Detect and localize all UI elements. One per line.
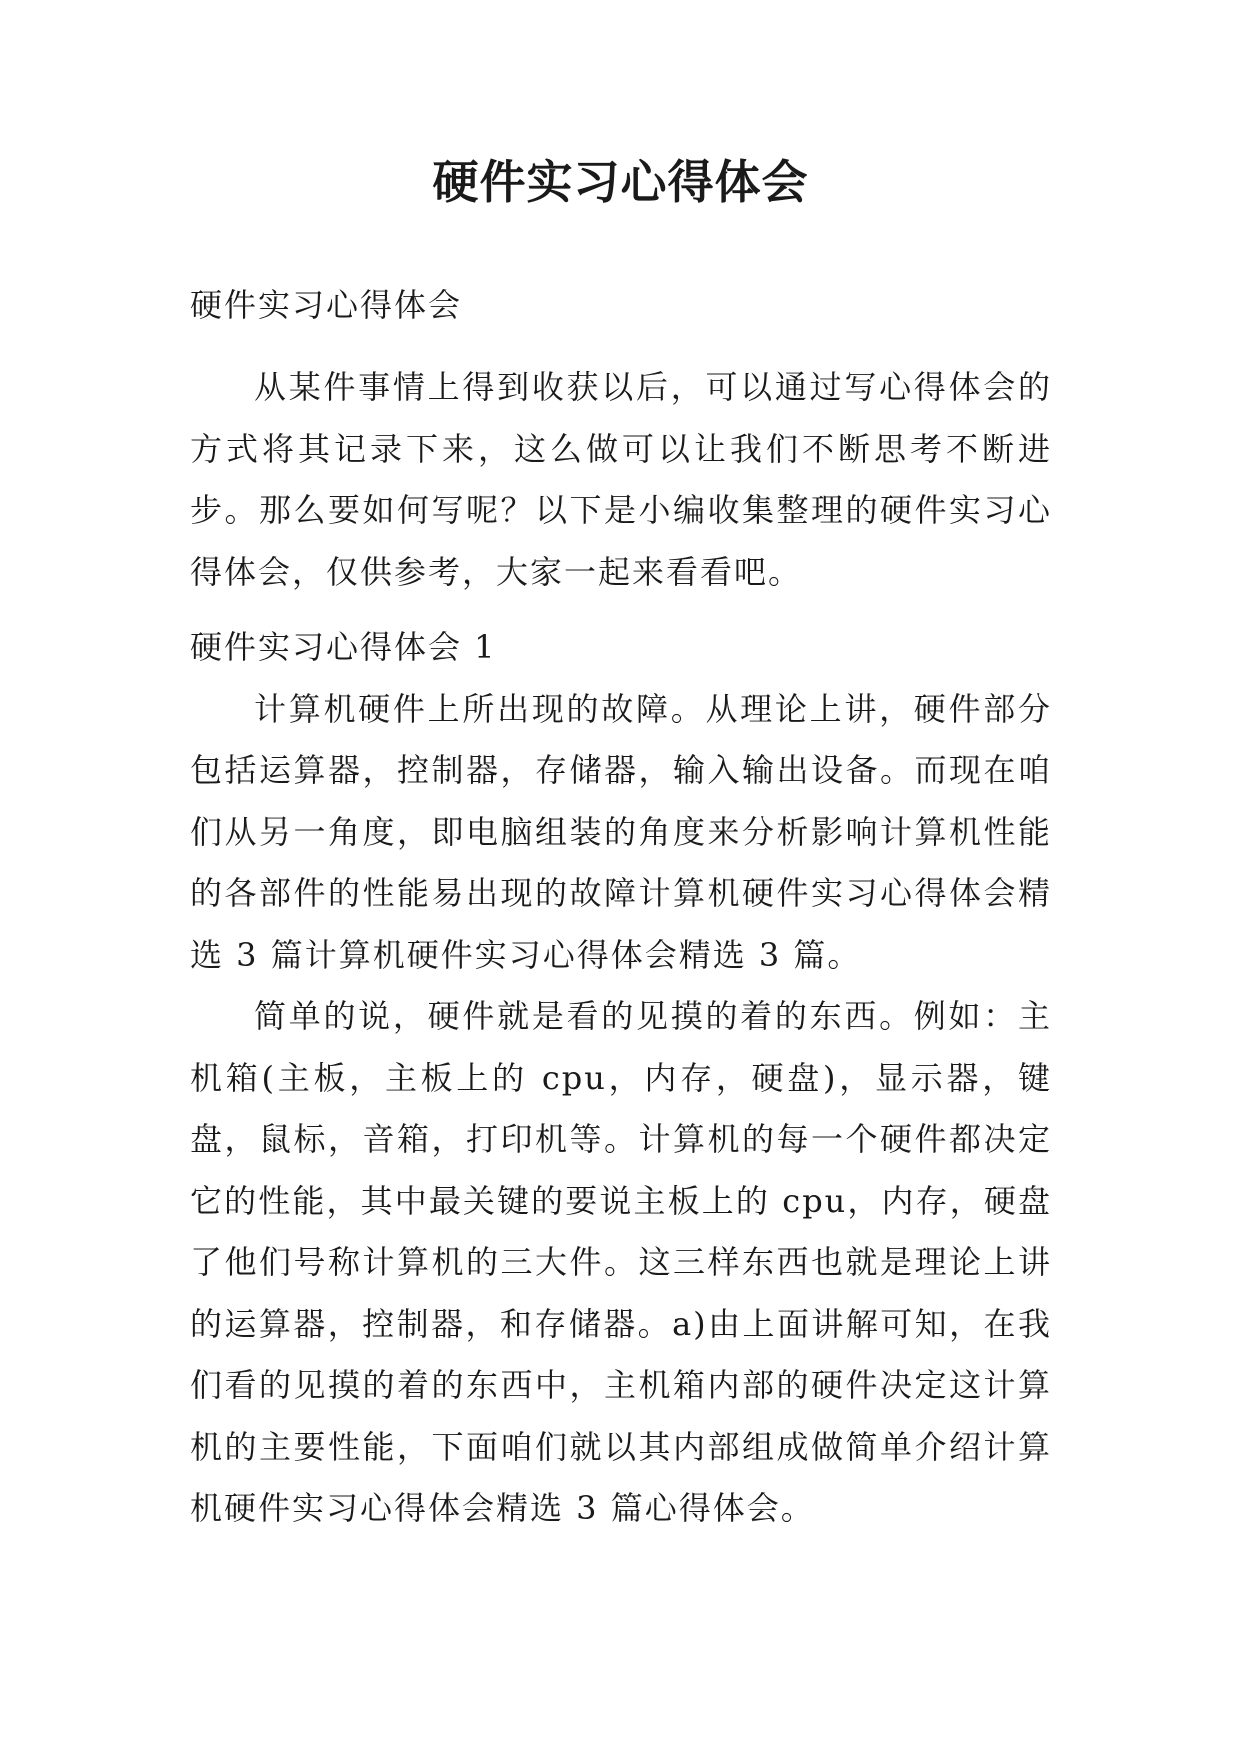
section-1-heading: 硬件实习心得体会 1 xyxy=(190,628,497,666)
intro-block xyxy=(190,357,1052,603)
section-1 xyxy=(190,617,1052,1540)
section-1-paragraph-1: 计算机硬件上所出现的故障。从理论上讲，硬件部分包括运算器，控制器，存储器，输入输出设备。而现在咱们从另一角度，即电脑组装的角度来分析影响计算机性能的各部件的性能易出现的故障计算机硬件实习心得体会精选 3 篇计算机硬件实习心得体会精选 3 篇。 xyxy=(190,689,1052,974)
document-subtitle: 硬件实习心得体会 xyxy=(190,286,463,324)
document-title: 硬件实习心得体会 xyxy=(432,155,809,209)
intro-paragraph: 从某件事情上得到收获以后，可以通过写心得体会的方式将其记录下来，这么做可以让我们不断思考不断进步。那么要如何写呢？以下是小编收集整理的硬件实习心得体会，仅供参考，大家一起来看看吧。 xyxy=(190,368,1052,591)
section-1-paragraph-2: 简单的说，硬件就是看的见摸的着的东西。例如：主机箱(主板，主板上的 cpu，内存，硬盘)，显示器，键盘，鼠标，音箱，打印机等。计算机的每一个硬件都决定它的性能，其中最关键的要说主板上的 cpu，内存，硬盘了他们号称计算机的三大件。这三样东西也就是理论上讲的运算器，控制器，和存储器。a)由上面讲解可知，在我们看的见摸的着的东西中，主机箱内部的硬件决定这计算机的主要性能，下面咱们就以其内部组成做简单介绍计算机硬件实习心得体会精选 3 篇心得体会。 xyxy=(190,997,1052,1527)
